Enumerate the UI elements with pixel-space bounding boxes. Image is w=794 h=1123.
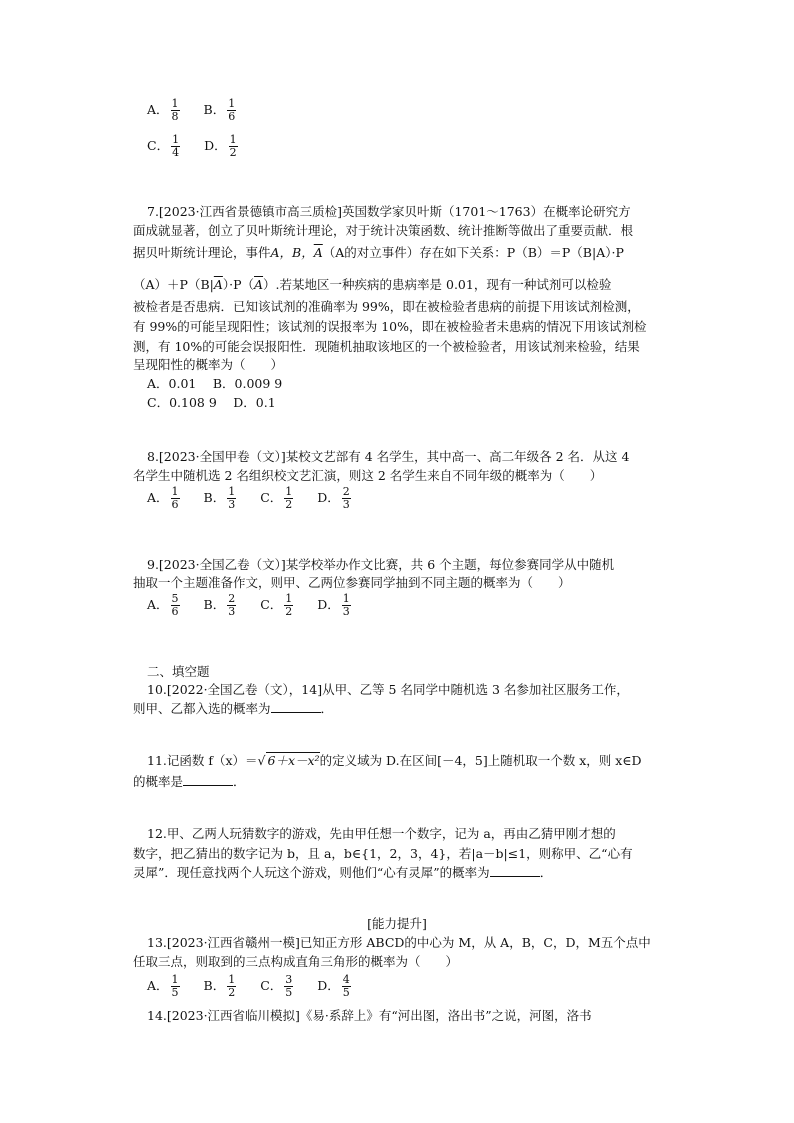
section-advanced-heading: [能力提升] [367, 916, 427, 931]
q7-line3: 据贝叶斯统计理论，事件A，B，$\overline{A}(A$的对立事件）存在如下关系：P（B）＝P（B|A）·P [133, 245, 624, 260]
q9-line1: 9.[2023·全国乙卷（文）]某学校举办作文比赛，共 6 个主题，每位参赛同学从中随机 [147, 557, 615, 572]
q6-option-c: C． $\frac{1}{4}$ [147, 133, 180, 159]
q7-line8: 呈现阳性的概率为（ ） [133, 357, 284, 372]
q7-line4: $(A)+P(B|\overline{A})\cdot P(\overline{A})$.若某地区一种疾病的患病率是 0.01，现有一种试剂可以检验 [133, 277, 612, 292]
q10-line2: 则甲、乙都入选的概率为 ． [133, 701, 334, 716]
q7-line7: 测，有 10%的可能会误报阳性．现随机抽取该地区的一个被检验者，用该试剂来检验，结果 [133, 339, 640, 354]
q8-option-c: C． $\frac{1}{2}$ [260, 485, 293, 511]
q13-option-d: D． $\frac{4}{5}$ [317, 973, 350, 999]
q10-answer-blank[interactable] [271, 700, 321, 713]
q8-options [147, 486, 371, 511]
q9-option-a: A． $\frac{5}{6}$ [147, 592, 179, 618]
q12-line3: 灵犀”．现任意找两个人玩这个游戏，则他们“心有灵犀”的概率为 ． [133, 865, 553, 880]
q13-option-a: A． $\frac{1}{5}$ [147, 973, 179, 999]
q13-option-b: B． $\frac{1}{2}$ [203, 973, 236, 999]
q13-line2: 任取三点，则取到的三点构成直角三角形的概率为（ ） [133, 954, 459, 969]
q13-line1: 13.[2023·江西省赣州一模]已知正方形 ABCD的中心为 M，从 A，B，C，D，M五个点中 [147, 935, 651, 950]
q6-options-row2 [147, 134, 258, 159]
q10-line1: 10.[2022·全国乙卷（文），14]从甲、乙等 5 名同学中随机选 3 名参加社区服务工作， [147, 682, 629, 697]
q9-options [147, 593, 371, 618]
q7-line2: 面成就显著，创立了贝叶斯统计理论，对于统计决策函数、统计推断等做出了重要贡献．根 [133, 223, 634, 238]
q6-option-b: B． $\frac{1}{6}$ [203, 97, 236, 123]
q6-options-row1 [147, 98, 256, 123]
q14-line1: 14.[2023·江西省临川模拟]《易·系辞上》有“河出图，洛出书”之说，河图，洛书 [147, 1008, 592, 1023]
q9-option-d: D． $\frac{1}{3}$ [317, 592, 350, 618]
q11-line1: 11.记函数 f（x）＝√ 6＋x－x²的定义域为 D.在区间[－4，5]上随机取一个数 x，则 x∈D [147, 753, 642, 768]
q12-line2: 数字，把乙猜出的数字记为 b，且 a，b∈{1，2，3，4}，若|a－b|≤1，则称甲、乙“心有 [133, 846, 633, 861]
q9-option-c: C． $\frac{1}{2}$ [260, 592, 293, 618]
q12-line1: 12.甲、乙两人玩猜数字的游戏，先由甲任想一个数字，记为 a，再由乙猜甲刚才想的 [147, 826, 616, 841]
q13-options [147, 974, 371, 999]
q8-option-b: B． $\frac{1}{3}$ [203, 485, 236, 511]
q11-answer-blank[interactable] [183, 773, 233, 786]
section-fill-in-heading: 二、填空题 [147, 664, 210, 679]
q12-answer-blank[interactable] [490, 864, 540, 877]
q7-line1: 7.[2023·江西省景德镇市高三质检]英国数学家贝叶斯（1701～1763）在概率论研究方 [147, 204, 631, 219]
q6-option-a: A． $\frac{1}{8}$ [147, 97, 179, 123]
q8-line2: 名学生中随机选 2 名组织校文艺汇演，则这 2 名学生来自不同年级的概率为（ ） [133, 468, 603, 483]
q7-line6: 有 99%的可能呈现阳性；该试剂的误报率为 10%，即在被检验者未患病的情况下用该试剂检 [133, 319, 647, 334]
q13-option-c: C． $\frac{3}{5}$ [260, 973, 293, 999]
q7-options-cd: C．0.108 9 D．0.1 [147, 395, 276, 410]
q9-option-b: B． $\frac{2}{3}$ [203, 592, 236, 618]
q7-line5: 被检者是否患病．已知该试剂的准确率为 99%，即在被检验者患病的前提下用该试剂检测， [133, 299, 640, 314]
q7-options-ab: A．0.01 B．0.009 9 [147, 376, 283, 391]
q8-option-a: A． $\frac{1}{6}$ [147, 485, 179, 511]
q11-line2: 的概率是 ． [133, 774, 246, 789]
q9-line2: 抽取一个主题准备作文，则甲、乙两位参赛同学抽到不同主题的概率为（ ） [133, 575, 571, 590]
q8-option-d: D． $\frac{2}{3}$ [317, 485, 350, 511]
q8-line1: 8.[2023·全国甲卷（文）]某校文艺部有 4 名学生，其中高一、高二年级各 2 名．从这 4 [147, 449, 630, 464]
q6-option-d: D． $\frac{1}{2}$ [204, 133, 237, 159]
